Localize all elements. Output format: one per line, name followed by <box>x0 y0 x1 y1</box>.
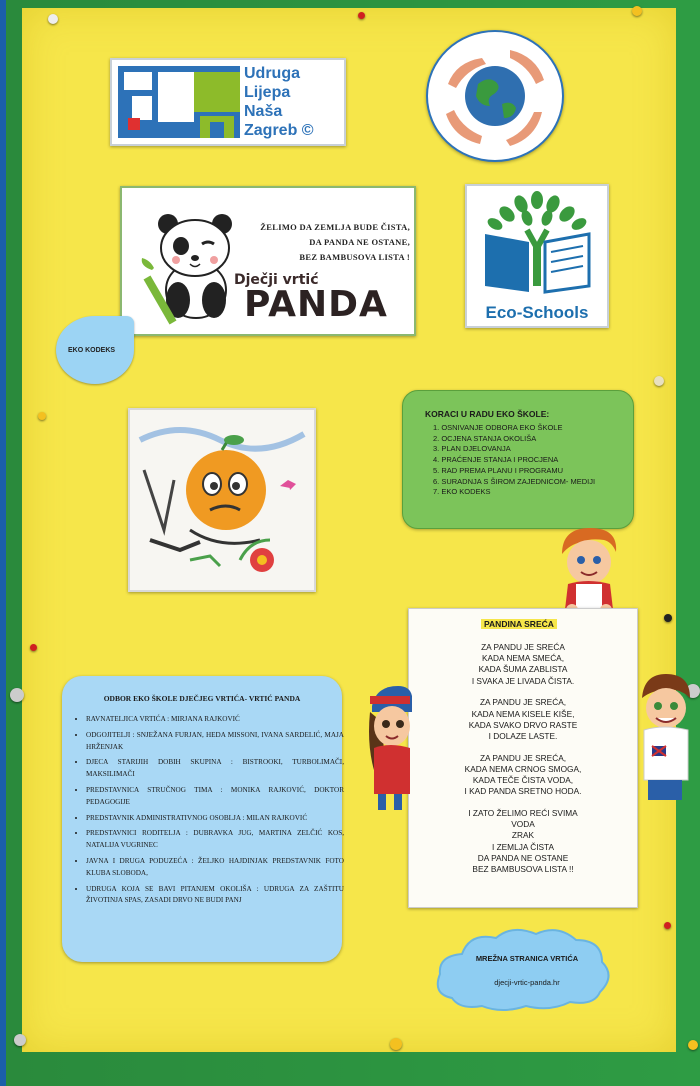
poem-line: ZA PANDU JE SREĆA, <box>479 697 567 708</box>
poem-line: KADA NEMA CRNOG SMOGA, <box>464 763 582 774</box>
steps-item: 1. OSNIVANJE ODBORA EKO ŠKOLE <box>433 423 563 432</box>
steps-list <box>433 423 595 498</box>
earth-hands-logo <box>426 30 564 162</box>
poem-line: DA PANDA NE OSTANE <box>477 852 569 863</box>
poem-line: KADA SVAKO DRVO RASTE <box>468 719 578 730</box>
panda-kindergarten-card <box>120 186 416 336</box>
poem-line: I SVAKA JE LIVADA ČISTA. <box>471 675 575 686</box>
poem-line: ZA PANDU JE SREĆA <box>481 642 565 652</box>
poem-stanza <box>409 697 637 742</box>
committee-item: • PREDSTAVNICA STRUČNOG TIMA : MONIKA RAJKOVIĆ, DOKTOR PEDAGOGIJE <box>86 785 344 809</box>
steps-item: 4. PRAĆENJE STANJA I PROCJENA <box>433 455 559 465</box>
committee-item: • DJECA STARIJIH DOBIH SKUPINA : BISTROOKI, TURBOLIMAČI, MAKSILIMAČI <box>86 757 344 781</box>
orange-character-drawing <box>130 410 314 590</box>
pin-icon <box>664 614 672 622</box>
boy-cartoon-icon <box>554 526 624 618</box>
panda-message <box>234 220 410 265</box>
pin-icon <box>632 6 642 16</box>
poem-line: KADA TEČE ČISTA VODA, <box>472 775 574 786</box>
poem-line: VODA <box>511 819 535 830</box>
pin-icon <box>688 1040 698 1050</box>
uln-line: Udruga <box>244 65 300 82</box>
website-title: MREŽNA STRANICA VRTIĆA <box>475 954 579 963</box>
eko-kodeks-label: EKO KODEKS <box>68 347 116 354</box>
pin-icon <box>38 412 46 420</box>
committee-item: • RAVNATELJICA VRTIĆA : MIRJANA RAJKOVIĆ <box>86 714 344 726</box>
pin-icon <box>390 1038 402 1050</box>
poem-line: ZRAK <box>511 830 535 841</box>
committee-list <box>76 714 344 911</box>
poem-line: I KAD PANDA SRETNO HODA. <box>464 786 582 797</box>
poem-line: I ZATO ŽELIMO REĆI SVIMA <box>468 807 578 818</box>
earth-icon <box>428 32 562 160</box>
eco-schools-title: Eco-Schools <box>485 303 589 322</box>
panda-title: PANDA <box>244 284 388 325</box>
eko-kodeks-drop <box>56 316 134 384</box>
poem-stanza <box>409 753 637 798</box>
pin-icon <box>48 14 58 24</box>
poem-stanza <box>409 808 637 875</box>
panda-message-line: ŽELIMO DA ZEMLJA BUDE ČISTA, <box>260 222 410 232</box>
poem-line: KADA NEMA SMEĆA, <box>481 653 565 664</box>
poem-line: KADA NEMA KISELE KIŠE, <box>471 708 575 719</box>
pin-icon <box>14 1034 26 1046</box>
uln-logo-mark <box>118 66 240 138</box>
poem-line: KADA ŠUMA ZABLISTA <box>478 664 568 675</box>
panda-mascot-icon <box>138 200 248 330</box>
uln-logo-text <box>244 64 314 140</box>
eco-school-committee-box <box>62 676 342 962</box>
pin-icon <box>654 376 664 386</box>
eco-schools-logo <box>465 184 609 328</box>
steps-item: 5. RAD PREMA PLANU I PROGRAMU <box>433 465 564 475</box>
poem-stanza <box>409 642 637 687</box>
poem-line: BEZ BAMBUSOVA LISTA !! <box>472 863 574 874</box>
poem-line: ZA PANDU JE SREĆA, <box>479 752 567 763</box>
pin-icon <box>664 922 671 929</box>
committee-item: • PREDSTAVNIK ADMINISTRATIVNOG OSOBLJA : MILAN RAJKOVIĆ <box>86 813 344 825</box>
poem-title: PANDINA SREĆA <box>481 619 557 629</box>
uln-line: Zagreb © <box>244 122 314 139</box>
committee-title: ODBOR EKO ŠKOLE DJEČJEG VRTIĆA- VRTIĆ PANDA <box>103 694 301 703</box>
website-cloud <box>432 928 622 1014</box>
boy-union-jack-cartoon-icon <box>638 672 692 802</box>
child-drawing <box>128 408 316 592</box>
panda-message-line: DA PANDA NE OSTANE, <box>309 237 410 247</box>
eco-school-steps-box <box>402 390 634 529</box>
committee-item: • PREDSTAVNICI RODITELJA : DUBRAVKA JUG, MARTINA ZELČIĆ KOS, NATALIJA VUGRINEC <box>86 828 344 852</box>
uln-logo <box>110 58 346 146</box>
committee-item: • JAVNA I DRUGA PODUZEĆA : ŽELJKO HAJDINJAK PREDSTAVNIK FOTO KLUBA SLOBODA, <box>86 856 344 880</box>
committee-item: • ODGOJITELJI : SNJEŽANA FURJAN, HEDA MISSONI, IVANA SARDELIĆ, MAJA HRŽENJAK <box>86 730 344 754</box>
cloud-shape-icon <box>432 928 622 1014</box>
committee-item: • UDRUGA KOJA SE BAVI PITANJEM OKOLIŠA : UDRUGA ZA ZAŠTITU ŽIVOTINJA SPAS, ZASADI DRVO NE BUDI PANJ <box>86 884 344 908</box>
steps-item: 6. SURADNJA S ŠIROM ZAJEDNICOM- MEDIJI <box>433 476 596 486</box>
panda-message-line: BEZ BAMBUSOVA LISTA ! <box>299 252 410 262</box>
steps-item: 3. PLAN DJELOVANJA <box>433 444 511 454</box>
poem-line: I DOLAZE LASTE. <box>488 730 558 741</box>
uln-line: Lijepa <box>244 84 291 101</box>
uln-line: Naša <box>244 103 283 120</box>
website-url[interactable]: djecji-vrtic-panda.hr <box>494 978 560 987</box>
pin-icon <box>10 688 24 702</box>
steps-title: KORACI U RADU EKO ŠKOLE: <box>425 409 550 419</box>
steps-item: 7. EKO KODEKS <box>433 487 491 497</box>
poem-line: I ZEMLJA ČISTA <box>491 841 555 852</box>
panda-subtitle: Dječji vrtić <box>234 272 319 288</box>
pin-icon <box>30 644 37 651</box>
girl-cartoon-icon <box>366 682 412 812</box>
steps-item: 2. OCJENA STANJA OKOLIŠA <box>433 433 537 443</box>
pin-icon <box>358 12 365 19</box>
poem-body <box>409 642 637 886</box>
pandina-sreca-poem <box>408 608 638 908</box>
